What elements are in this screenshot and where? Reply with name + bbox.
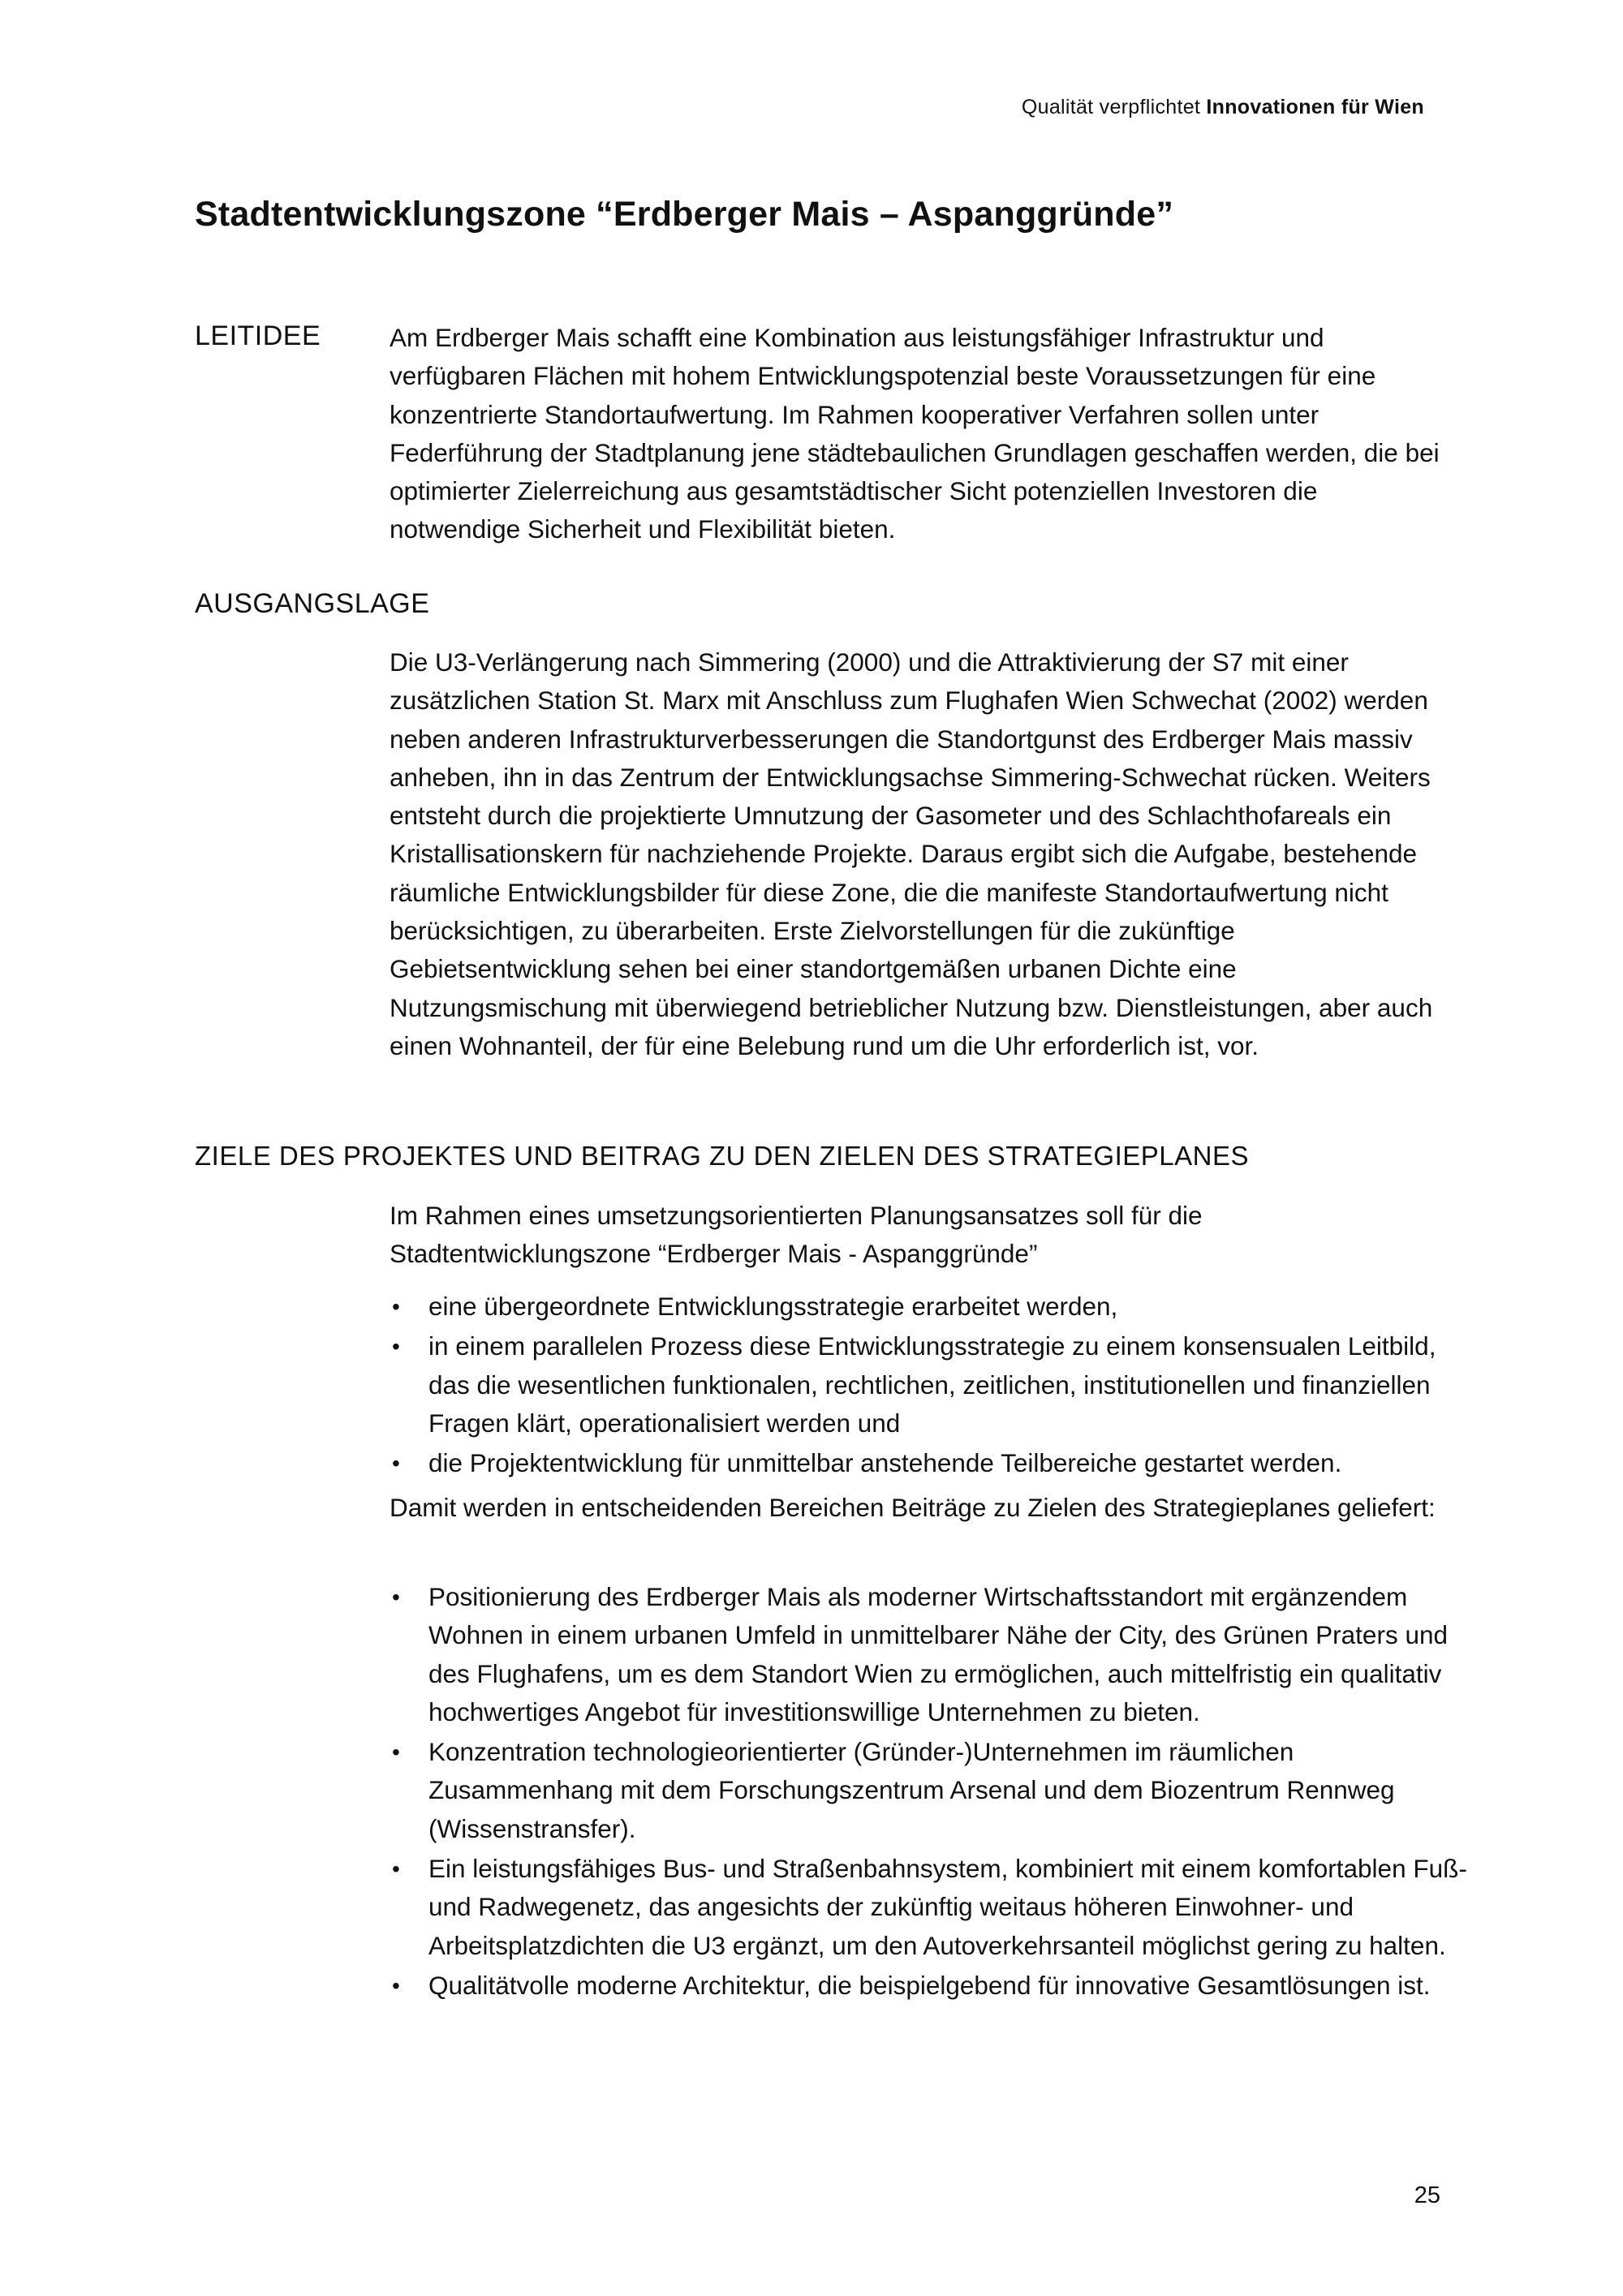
leitidee-paragraph: Am Erdberger Mais schafft eine Kombination aus leistungsfähiger Infrastruktur und verfügbaren Flächen mit hohem Entwicklungspotenzial beste Voraussetzungen für eine konzentrierte Standortaufwertung. Im Rahmen kooperativer Verfahren sollen unter Federführung der Stadtplanung jene städtebaulichen Grundlagen geschaffen werden, die bei optimierter Zielerreichung aus gesamtstädtischer Sicht potenziellen Investoren die notwendige Sicherheit und Flexibilität bieten. (390, 323, 1440, 544)
ausgangslage-text-block (390, 643, 1453, 1065)
section-label-ziele: ZIELE DES PROJEKTES UND BEITRAG ZU DEN ZIELEN DES STRATEGIEPLANES (195, 1141, 1249, 1171)
bullet-icon: • (392, 1972, 400, 1998)
list-item-text: in einem parallelen Prozess diese Entwicklungsstrategie zu einem konsensualen Leitbild, das die wesentlichen funktionalen, rechtlichen, zeitlichen, institutionellen und finanziellen Fragen klärt, operationalisiert werden und (428, 1331, 1436, 1438)
bullet-icon: • (392, 1739, 400, 1765)
bullet-icon: • (392, 1584, 400, 1610)
list-item-text: Ein leistungsfähiges Bus- und Straßenbahnsystem, kombiniert mit einem komfortablen Fuß- und Radwegenetz, das angesichts der zukünftig weitaus höheren Einwohner- und Arbeitsplatzdichten die U3 ergänzt, um den Autoverkehrsanteil möglichst gering zu halten. (428, 1854, 1467, 1960)
section-label-leitidee: LEITIDEE (195, 320, 321, 351)
list-item (390, 1850, 1469, 1965)
ziele-mid-block (390, 1489, 1453, 1527)
bullet-icon: • (392, 1451, 400, 1477)
list-item-text: Qualitätvolle moderne Architektur, die beispielgebend für innovative Gesamtlösungen ist. (428, 1970, 1431, 2000)
bullet-icon: • (392, 1334, 400, 1360)
list-item (390, 1327, 1469, 1443)
section-label-ausgangslage: AUSGANGSLAGE (195, 588, 430, 619)
list-item-text: die Projektentwicklung für unmittelbar anstehende Teilbereiche gestartet werden. (428, 1448, 1342, 1478)
header-bold: Innovationen für Wien (1206, 96, 1424, 118)
list-item-text: eine übergeordnete Entwicklungsstrategie erarbeitet werden, (428, 1292, 1118, 1321)
ziele-list-2 (390, 1578, 1469, 2006)
ausgangslage-paragraph: Die U3-Verlängerung nach Simmering (2000) und die Attraktivierung der S7 mit einer zusätzlichen Station St. Marx mit Anschluss zum Flughafen Wien Schwechat (2002) werden neben anderen Infrastrukturverbesserungen die Standortgunst des Erdberger Mais massiv anheben, ihn in das Zentrum der Entwicklungsachse Simmering-Schwechat rücken. Weiters entsteht durch die projektierte Umnutzung der Gasometer und des Schlachthofareals ein Kristallisationskern für nachziehende Projekte. Daraus ergibt sich die Aufgabe, bestehende räumliche Entwicklungsbilder für diese Zone, die die manifeste Standortaufwertung nicht berücksichtigen, zu überarbeiten. Erste Zielvorstellungen für die zukünftige Gebietsentwicklung sehen bei einer standortgemäßen urbanen Dichte eine Nutzungsmischung mit überwiegend betrieblicher Nutzung bzw. Dienstleistungen, aber auch einen Wohnanteil, der für eine Belebung rund um die Uhr erforderlich ist, vor. (390, 647, 1433, 1060)
list-item (390, 1733, 1469, 1848)
ziele-list-1 (390, 1288, 1469, 1484)
header-prefix: Qualität verpflichtet (1021, 96, 1201, 118)
bullet-icon: • (392, 1856, 400, 1882)
list-item (390, 1578, 1469, 1731)
page-number: 25 (1414, 2182, 1440, 2208)
list-item (390, 1288, 1469, 1326)
page-title: Stadtentwicklungszone “Erdberger Mais – Aspanggründe” (195, 195, 1174, 234)
ziele-intro-block (390, 1197, 1453, 1274)
list-item (390, 1967, 1469, 2005)
leitidee-text-block (390, 319, 1453, 549)
ziele-mid-paragraph: Damit werden in entscheidenden Bereichen Beiträge zu Zielen des Strategieplanes geliefert: (390, 1493, 1436, 1522)
list-item-text: Positionierung des Erdberger Mais als moderner Wirtschaftsstandort mit ergänzendem Wohnen in einem urbanen Umfeld in unmittelbarer Nähe der City, des Grünen Praters und des Flughafens, um es dem Standort Wien zu ermöglichen, auch mittelfristig ein qualitativ hochwertiges Angebot für investitionswillige Unternehmen zu bieten. (428, 1582, 1449, 1726)
ziele-intro-paragraph: Im Rahmen eines umsetzungsorientierten Planungsansatzes soll für die Stadtentwicklungszone “Erdberger Mais - Aspanggründe” (390, 1201, 1203, 1269)
list-item-text: Konzentration technologieorientierter (Gründer-)Unternehmen im räumlichen Zusammenhang mit dem Forschungszentrum Arsenal und dem Biozentrum Rennweg (Wissenstransfer). (428, 1737, 1395, 1843)
running-header (1022, 96, 1424, 119)
list-item (390, 1444, 1469, 1482)
bullet-icon: • (392, 1294, 400, 1319)
